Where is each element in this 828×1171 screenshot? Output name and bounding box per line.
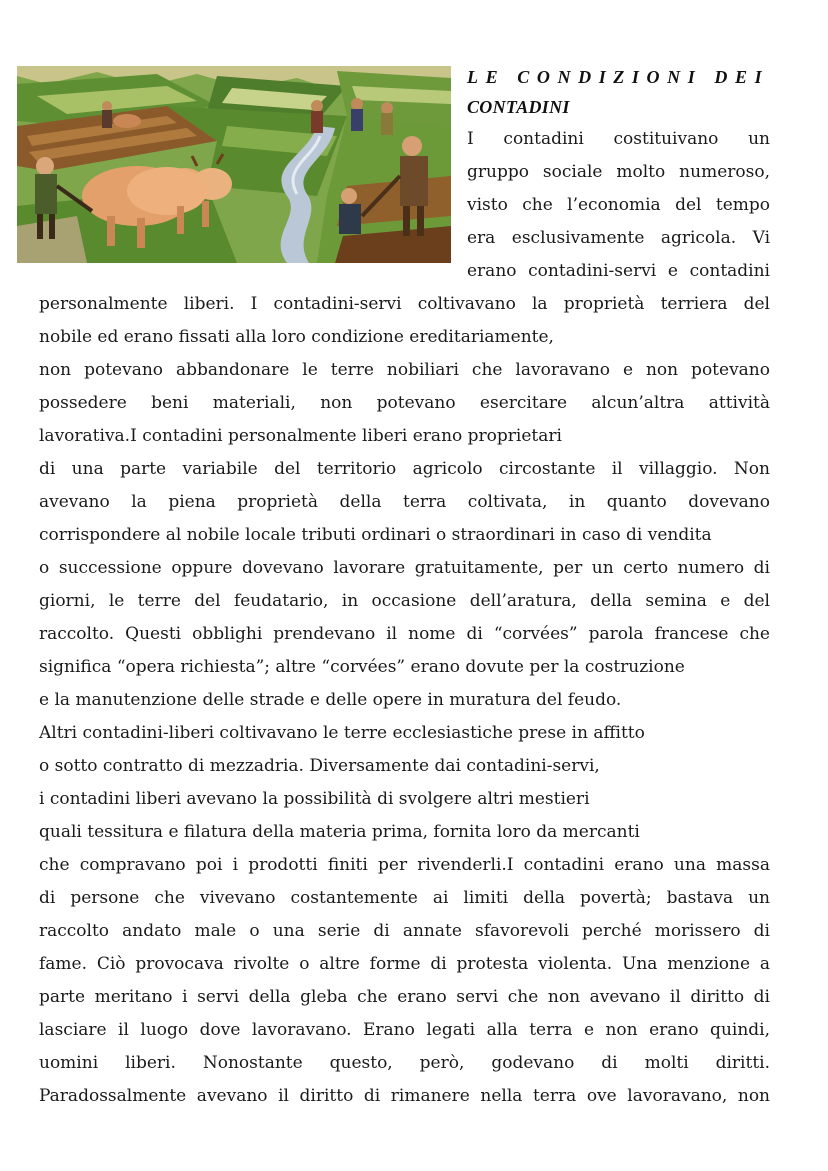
body-line: giorni, le terre del feudatario, in occasione dell’aratura, della semina e del [39, 591, 770, 611]
body-line: corrispondere al nobile locale tributi ordinari o straordinari in caso di vendita [39, 525, 712, 545]
body-line: quali tessitura e filatura della materia prima, fornita loro da mercanti [39, 822, 640, 842]
body-line: fame. Ciò provocava rivolte o altre forme di protesta violenta. Una menzione a [39, 954, 770, 974]
body-line: parte meritano i servi della gleba che erano servi che non avevano il diritto di [39, 987, 770, 1007]
body-line: Altri contadini-liberi coltivavano le terre ecclesiastiche prese in affitto [39, 723, 645, 743]
body-line: era esclusivamente agricola. Vi [467, 228, 770, 248]
body-line: o sotto contratto di mezzadria. Diversamente dai contadini-servi, [39, 756, 600, 776]
body-line: lavorativa.I contadini personalmente liberi erano proprietari [39, 426, 562, 446]
body-line: i contadini liberi avevano la possibilità di svolgere altri mestieri [39, 789, 590, 809]
medieval-peasants-farming-icon [17, 66, 451, 263]
body-line: non potevano abbandonare le terre nobiliari che lavoravano e non potevano [39, 360, 770, 380]
body-line: visto che l’economia del tempo [467, 195, 770, 215]
body-line: nobile ed erano fissati alla loro condizione ereditariamente, [39, 327, 554, 347]
body-line: uomini liberi. Nonostante questo, però, godevano di molti diritti. [39, 1053, 770, 1073]
body-line: significa “opera richiesta”; altre “corvées” erano dovute per la costruzione [39, 657, 685, 677]
body-line: raccolto. Questi obblighi prendevano il nome di “corvées” parola francese che [39, 624, 770, 644]
body-line: gruppo sociale molto numeroso, [467, 162, 770, 182]
body-line: raccolto andato male o una serie di annate sfavorevoli perché morissero di [39, 921, 770, 941]
body-line: I contadini costituivano un [467, 129, 770, 149]
body-line: o successione oppure dovevano lavorare gratuitamente, per un certo numero di [39, 558, 770, 578]
body-line: avevano la piena proprietà della terra coltivata, in quanto dovevano [39, 492, 770, 512]
body-line: di persone che vivevano costantemente ai limiti della povertà; bastava un [39, 888, 770, 908]
title-line-1: LE CONDIZIONI DEI [467, 67, 770, 87]
body-line: lasciare il luogo dove lavoravano. Erano legati alla terra e non erano quindi, [39, 1020, 770, 1040]
body-line: Paradossalmente avevano il diritto di rimanere nella terra ove lavoravano, non [39, 1086, 770, 1106]
page-title [467, 62, 772, 122]
body-line: e la manutenzione delle strade e delle opere in muratura del feudo. [39, 690, 622, 710]
body-line: che compravano poi i prodotti finiti per rivenderli.I contadini erano una massa [39, 855, 770, 875]
body-line: di una parte variabile del territorio agricolo circostante il villaggio. Non [39, 459, 770, 479]
body-line: erano contadini-servi e contadini [467, 261, 770, 281]
body-line: personalmente liberi. I contadini-servi coltivavano la proprietà terriera del [39, 294, 770, 314]
title-line-2: CONTADINI [467, 97, 570, 117]
body-line: possedere beni materiali, non potevano esercitare alcun’altra attività [39, 393, 770, 413]
